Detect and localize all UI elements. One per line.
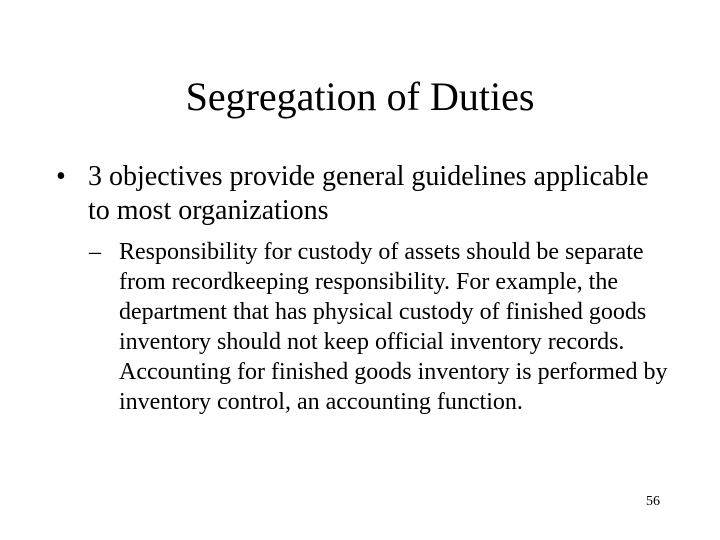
bullet-text: 3 objectives provide general guidelines applicable to most organizations <box>88 161 649 226</box>
sub-bullet-item <box>89 237 669 417</box>
page-number: 56 <box>646 494 660 509</box>
sub-bullet-text: Responsibility for custody of assets should be separate from recordkeeping responsibility. For example, the department that has physical custody of finished goods inventory should not keep official inventory records. Accounting for finished goods inventory is performed by inventory control, an accounting function. <box>119 239 668 415</box>
slide-title: Segregation of Duties <box>185 74 535 119</box>
sub-bullet-marker: – <box>89 239 101 265</box>
bullet-marker: • <box>56 161 66 192</box>
bullet-item <box>56 160 656 228</box>
